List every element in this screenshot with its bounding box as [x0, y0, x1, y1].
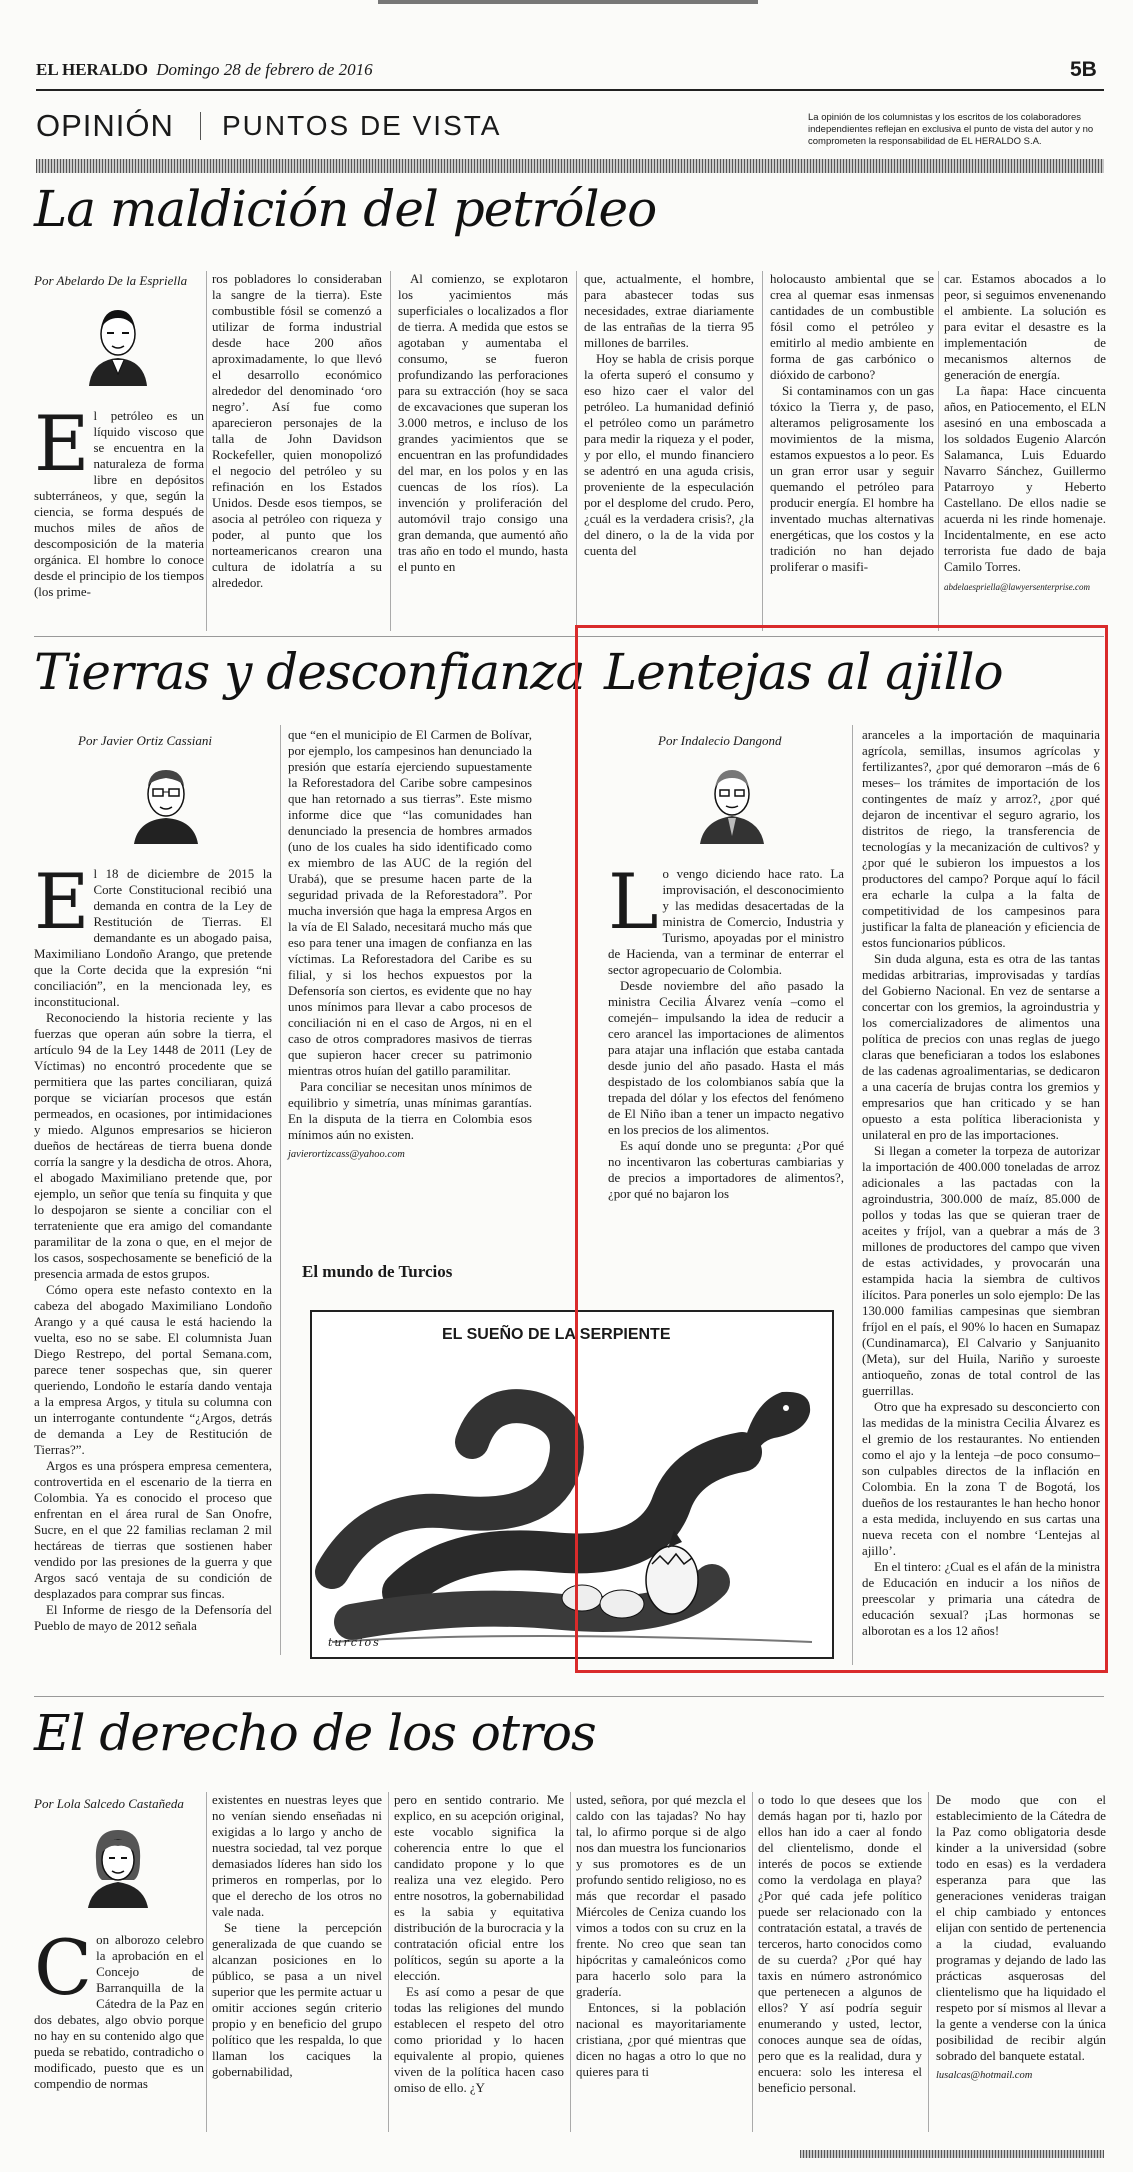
article2-col1-text-a: l 18 de diciembre de 2015 la Corte Constitucional recibió una demanda en contra de la Ley de Restitución de Tierras. El demandante es un abogado paisa, Maximiliano Londoño Arango, que pretende que la Corte decida que la expresión “ni conciliación”, en la mencionada ley, es inconstitucional. [34, 867, 272, 1009]
article3-col2-text-c: Si llegan a cometer la torpeza de autorizar la importación de 400.000 toneladas de arroz adicionales a las pactadas con la agroindustria, 300.000 de maíz, 85.000 de pollos y todas las que se quieran traer de aceites y fríjol, van a quebrar a más de 3 millones de productores del campo que viven de estas actividades, y provocarán una estampida hacia la siembra de cultivos ilícitos. Para ponerles un solo ejemplo: De las 130.000 familias campesinas que siembran fríjol en el país, el 90% lo hacen en Sumapaz (Cundinamarca), El Calvario y Sanjuanito (Meta), sur del Huila, Nariño y suroeste antioqueño, zonas de total control de las guerrillas. [862, 1144, 1100, 1398]
article1-col2 [212, 271, 382, 591]
article1-divider1 [206, 271, 207, 631]
article1-divider3 [576, 271, 577, 631]
header-rule [36, 89, 1104, 91]
article1-byline: Por Abelardo De la Espriella [34, 273, 188, 288]
article4-col2 [212, 1792, 382, 2080]
article4-email[interactable]: lusalcas@hotmail.com [936, 2070, 1033, 2081]
article1-divider4 [762, 271, 763, 631]
article3-title: Lentejas al ajillo [604, 643, 1003, 701]
article2-col1-text-b: Reconociendo la historia reciente y las fuerzas que operan aún sobre la tierra, el artículo 94 de la Ley 1448 de 2011 (Ley de Víctimas) no encontró procedente que se permitiera que las partes conciliaran, quizá porque se viciarían procesos que están permeados, en ocasiones, por intimidaciones y miedo. Algunos empresarios se hicieron dueños de hectáreas de tierra buena donde corría la sangre y la desdicha de otros. Ahora, el abogado Maximiliano pretende que, por ejemplo, un señor que tenía su finquita y que lo despojaron se siente a conciliar con el terrateniente que era amigo del comandante paramilitar de la zona o que, en el mejor de los casos, sospechosamente se benefició de la presencia armada de estos grupos. [34, 1011, 272, 1281]
disclaimer: La opinión de los columnistas y los escritos de los colaboradores independientes reflejan en exclusiva el punto de vista del autor y no comprometen la responsabilidad de EL HERALDO S.A. [808, 112, 1094, 147]
article2-dropcap: E [34, 857, 90, 946]
article2-col2-text-a: que “en el municipio de El Carmen de Bolívar, por ejemplo, los campesinos han denunciado la presión que estaría ejerciendo supuestamente la Reforestadora del Caribe sobre campesinos que han retornado a sus tierras”. Este mismo informe dice que “las comunidades han denunciado la presencia de hombres armados (uno de los cuales ha sido identificado como ex miembro de las AUC de la región del Urabá), que se presume hacen parte de la seguridad privada de la Reforestadora”. Por mucha inversión que haga la empresa Argos en la vía de El Salado, necesitará mucho más que eso para tener una imagen de confianza en las víctimas. La Reforestadora del Caribe es su filial, y si los hechos expuestos por la Defensoría son ciertos, es evidente que no hay unos mínimos para llevar a cabo procesos de conciliación ni en el caso de Argos, ni en el caso de otros compradores masivos de tierras que supieron hacer crecer su patrimonio mientras otros huían del gatillo paramilitar. [288, 728, 532, 1078]
article4-col6-text-a: De modo que con el establecimiento de la Cátedra de la Paz como obligatoria desde kinder a la universidad (sobre todo en esas) es la verdadera esperanza para que las generaciones venideras traigan el chip cambiado y entonces elijan con sentido de pertenencia a la ciudad, evaluando programas y dejando de lado las prácticas asquerosas del clientelismo que ha liquidado el respeto por sí mismos al llevar a la gente a venderse con la única posibilidad de recibir algún sobrado del banquete estatal. [936, 1793, 1106, 2063]
issue-date: Domingo 28 de febrero de 2016 [156, 60, 373, 79]
top-rule [378, 0, 758, 4]
article2-col1-text-d: Argos es una próspera empresa cementera, controvertida en el escenario de la tierra en Colombia. Ya es conocido el proceso que enfrentan en el área rural de San Onofre, Sucre, en el que 22 familias reclaman 2 mil hectáreas de tierras que sostienen haber vendido por las presiones de la guerra y que Argos sacó ventaja de su condición de desplazados para comprar sus fincas. [34, 1459, 272, 1601]
article2-col1-text-e: El Informe de riesgo de la Defensoría del Pueblo de mayo de 2012 señala [34, 1603, 272, 1633]
cartoon-section-title: El mundo de Turcios [302, 1262, 453, 1281]
article3-col1-text-b: Desde noviembre del año pasado la ministra Cecilia Álvarez venía –como el comején– impulsando la idea de reducir a cero arancel las importaciones de alimentos para atajar una inflación que estaba cantada desde junio del año pasado. Hasta el más despistado de los colombianos sabía que la trepada del dólar y los efectos del fenómeno de El Niño iban a tener un impacto negativo en los precios de los alimentos. [608, 979, 844, 1137]
article3-byline: Por Indalecio Dangond [658, 733, 782, 748]
paper-name: EL HERALDO [36, 60, 148, 79]
article1-col1-text: l petróleo es un líquido viscoso que se encuentra en la naturaleza de forma libre en depósitos subterráneos, y que, según la ciencia, se forma después de muchos miles de años de descomposición de la materia orgánica. El hombre lo conoce desde el principio de los tiempos (los prime- [34, 409, 204, 599]
article3-col1-text-a: o vengo diciendo hace rato. La improvisación, el desconocimiento y las medidas desacertadas de la ministra de Comercio, Industria y Turismo, apoyadas por el ministro de Hacienda, van a terminar de enterrar el sector agropecuario de Colombia. [608, 867, 844, 977]
article4-col4-text-a: usted, señora, por qué mezcla el caldo con las tajadas? No hay tal, lo afirmo porque si de algo nos dan muestra los funcionarios y sus promotores es de un profundo sentido religioso, no es más que recordar el pasado Miércoles de Ceniza cuando los vimos a todos con su cruz en la frente. No creo que sean tan hipócritas y camaleónicos como para hacerlo solo para la gradería. [576, 1793, 746, 1999]
section-divider [200, 112, 201, 140]
article4-divider5 [928, 1792, 929, 2132]
article1-divider2 [390, 271, 391, 631]
masthead [36, 60, 373, 80]
article4-col4 [576, 1792, 746, 2080]
article4-col3 [394, 1792, 564, 2096]
article3-col2-text-d: Otro que ha expresado su desconcierto con las medidas de la ministra Cecilia Álvarez es el gremio de los restaurantes. No entienden como el ajo y la lenteja –de poco consumo– son culpables directos de la inflación en Colombia. En la zona T de Bogotá, los dueños de los restaurantes le han hecho honor a esta medida, incluyendo en sus cartas una nueva receta con el nombre ‘Lentejas al ajillo’. [862, 1400, 1100, 1558]
article1-col5 [770, 271, 934, 575]
author-portrait-dangond [688, 756, 776, 844]
article1-col4 [584, 271, 754, 559]
article3-col1-text-c: Es aquí donde uno se pregunta: ¿Por qué no incentivaron las coberturas cambiarias y de precios a importadores de alimentos?, ¿por qué no bajaron los [608, 1139, 844, 1201]
article4-col2-text-a: existentes en nuestras leyes que no venían siendo enseñadas ni exigidas a lo largo y ancho de nuestra sociedad, tal vez porque demasiados líderes han sido los primeros en romperlas, por lo que el derecho de los otros no vale nada. [212, 1793, 382, 1919]
article1-col6 [944, 271, 1106, 595]
article1-divider5 [938, 271, 939, 631]
article1-dropcap: E [34, 399, 90, 488]
cartoon-signature: turcios [328, 1636, 381, 1649]
subsection-label: PUNTOS DE VISTA [222, 110, 502, 141]
article2-divider [280, 725, 281, 1655]
footer-hatch [800, 2150, 1104, 2158]
article1-col6-text-a: car. Estamos abocados a lo peor, si seguimos envenenando el ambiente. La solución es para evitar el desastre es la implementación de mecanismos alternos de generación de energía. [944, 272, 1106, 382]
article3-dropcap: L [608, 857, 659, 946]
article3-col1 [608, 857, 844, 1202]
article4-divider4 [752, 1792, 753, 2132]
article1-col3 [398, 271, 568, 575]
article2-col1 [34, 857, 272, 1634]
article4-col3-text-b: Es así como a pesar de que todas las religiones del mundo establecen el respeto del otro como prioridad y lo hacen equivalente al propio, quienes viven de la política hacen caso omiso de ello. ¿Y [394, 1985, 564, 2095]
article1-col5-text-b: Si contaminamos con un gas tóxico la Tierra y, de paso, alteramos peligrosamente los movimientos de la misma, estamos expuestos a lo peor. Es un gran error usar y seguir quemando el petróleo para producir energía. El hombre ha inventado muchas alternativas energéticas, que los costos y la tradición no han dejado proliferar o masifi- [770, 384, 934, 574]
article3-col2-text-a: aranceles a la importación de maquinaria agrícola, semillas, insumos agrícolas y fertilizantes?, ¿por qué demoraron –más de 6 meses– los trámites de importación de los contingentes de maíz y arroz?, ¿por qué dejaron de incentivar el seguro agrario, los distritos de riego, la transferencia de tecnologías y la mecanización de cultivos? y ¿por qué le subieron los impuestos a los productores del campo? Porque aquí lo fácil era echarle la culpa a la falta de competitividad de los campesinos para justificar la falta de planeación y eficiencia de estos funcionarios públicos. [862, 728, 1100, 950]
article3-col2-text-b: Sin duda alguna, esta es otra de las tantas medidas arbitrarias, improvisadas y tardías del Gobierno Nacional. En vez de sentarse a concertar con los gremios, la agroindustria y los comercializadores de alimentos una política de precios con unas reglas de juego claras que beneficiaran a todos los eslabones de las cadenas agroalimentarias, se dedicaron a una cacería de brujas contra los gremios y empresarios que han criticado y se han opuesto a esta política liberacionista y unilateral en pro de las importaciones. [862, 952, 1100, 1142]
section-label: OPINIÓN [36, 108, 174, 143]
article4-col1-text: on alborozo celebro la aprobación en el Concejo de Barranquilla de la Cátedra de la Paz en dos debates, algo obvio porque no hay en su contenido algo que pueda se rebatido, contradicho o modificado, puesto que es un compendio de normas [34, 1933, 204, 2091]
cartoon-caption: EL SUEÑO DE LA SERPIENTE [442, 1326, 671, 1343]
article1-col4-text-b: Hoy se habla de crisis porque la oferta superó el consumo y eso hizo caer el valor del petróleo. La humanidad definió el petróleo como un parámetro para medir la riqueza y el poder, y por ello, el mundo financiero se adentró en una aguda crisis, proveniente de la especulación por el desplome del crudo. Pero, ¿cuál es la verdadera crisis?, ¿la del dinero, o la de la vida por cuenta del [584, 352, 754, 558]
article2-col2-text-b: Para conciliar se necesitan unos mínimos de equilibrio y simetría, unas mínimas garantías. En la disputa de la tierra en Colombia esos mínimos aún no existen. [288, 1080, 532, 1142]
author-portrait-salcedo [74, 1820, 162, 1908]
article2-email[interactable]: javierortizcass@yahoo.com [288, 1149, 405, 1160]
article3-bottom-rule [34, 1696, 1104, 1697]
article4-divider2 [388, 1792, 389, 2132]
article1-col2-text: ros pobladores lo consideraban la sangre de la tierra). Este combustible fósil se comenzó a utilizar de forma industrial desde hace 200 años aproximadamente, lo que llevó el desarrollo económico alrededor del denominado ‘oro negro’. Así fue como aparecieron personajes de la talla de John Davidson Rockefeller, quien monopolizó el negocio del petróleo y su refinación en los Estados Unidos. Desde esos tiempos, se asocia al petróleo con riqueza y poder, al punto que los norteamericanos crearon una cultura de idolatría a su alrededor. [212, 272, 382, 590]
article4-col1 [34, 1923, 204, 2092]
article4-divider1 [206, 1792, 207, 2132]
article4-col2-text-b: Se tiene la percepción generalizada de que cuando se alcanzan posiciones en lo público, se pasa a un nivel superior que les permite actuar u omitir acciones según criterio propio y en beneficio del grupo político que les respalda, lo que llaman los caciques la gobernabilidad, [212, 1921, 382, 2079]
article2-col2 [288, 727, 532, 1163]
article4-byline: Por Lola Salcedo Castañeda [34, 1796, 184, 1811]
article1-email[interactable]: abdelaespriella@lawyersenterprise.com [944, 582, 1091, 592]
author-portrait-espriella [74, 298, 162, 386]
author-portrait-ortiz [122, 756, 210, 844]
article1-col6-text-b: La ñapa: Hace cincuenta años, en Patiocemento, el ELN asesinó en una emboscada a los soldados Eugenio Alarcón Salamanca, Luis Eduardo Navarro Sánchez, Guillermo Patarroyo y Heberto Castellano. De ellos nadie se acuerda ni les rinde homenaje. Incidentalmente, en ese acto terrorista fue dado de baja Camilo Torres. [944, 384, 1106, 574]
article1-title: La maldición del petróleo [34, 180, 657, 238]
article4-col5 [758, 1792, 922, 2096]
article4-divider3 [570, 1792, 571, 2132]
article3-divider [852, 725, 853, 1665]
article1-col1 [34, 399, 204, 600]
article2-title: Tierras y desconfianza [34, 643, 585, 701]
article4-title: El derecho de los otros [34, 1704, 596, 1762]
article2-byline: Por Javier Ortiz Cassiani [78, 733, 212, 748]
page-number: 5B [1070, 58, 1097, 81]
article2-col1-text-c: Cómo opera este nefasto contexto en la cabeza del abogado Maximiliano Londoño Arango y a qué causa le está haciendo la vuelta, eso no se sabe. El columnista Juan Diego Restrepo, del portal Semana.com, parece tener sospechas que, sin querer queriendo, Londoño le estaría dando ventaja a la empresa Argos, y titula su columna con un interrogante contundente “¿Argos, detrás de demanda a Ley de Restitución de Tierras?”. [34, 1283, 272, 1457]
article4-col5-text-a: o todo lo que desees que los demás hagan por ti, hazlo por ellos han ido a caer al fondo del clientelismo, donde el interés de pocos se extiende como la verdolaga en playa? ¿Por qué cada jefe político puede ser relacionado con la contratación estatal, a través de terceros, harto conocidos como de su cuerda? ¿Por qué hay taxis en número astronómico que pertenecen a algunos de ellos? Y así podría seguir enumerando y usted, lector, conoces aunque sea de oídas, pero que es la realidad, dura y encuera: solo les interesa el beneficio personal. [758, 1793, 922, 2095]
article3-col2 [862, 727, 1100, 1639]
article4-col3-text-a: pero en sentido contrario. Me explico, en su acepción original, este vocablo significa la coherencia entre lo que el candidato propone y lo que realiza una vez elegido. Pero entre nosotros, la gobernabilidad es la sabia y equitativa distribución de la burocracia y la contratación oficial entre los políticos, según su aporte a la elección. [394, 1793, 564, 1983]
article4-col6 [936, 1792, 1106, 2084]
article4-col4-text-b: Entonces, si la población nacional es mayoritariamente cristiana, ¿por qué mientras que dicen no hagas a otro lo que no quieres para ti [576, 2001, 746, 2079]
article4-dropcap: C [34, 1923, 93, 2012]
article3-col2-text-e: En el tintero: ¿Cual es el afán de la ministra de Educación en inducir a los niños de preescolar y primaria una cátedra de educación sexual? ¡Las hormonas se alborotan es a los 12 años! [862, 1560, 1100, 1638]
header-hatch [36, 159, 1104, 173]
article1-col4-text-a: que, actualmente, el hombre, para abastecer todas sus necesidades, extrae diariamente de las entrañas de la tierra 95 millones de barriles. [584, 272, 754, 350]
article1-col5-text-a: holocausto ambiental que se crea al quemar esas inmensas cantidades de un combustible fósil como el petróleo y emitirlo al medio ambiente en forma de gas carbónico o dióxido de carbono? [770, 272, 934, 382]
article1-col3-text: Al comienzo, se explotaron los yacimientos más superficiales o localizados a flor de tierra. A medida que estos se agotaban y aumentaba el consumo, se fueron profundizando las perforaciones para su extracción (hoy se saca de excavaciones que superan los 3.000 metros, e incluso de los grandes yacimientos que se encuentran en las profundidades del mar, en los polos y en las cuencas de los ríos). La invención y proliferación del automóvil trajo consigo una gran demanda, que aumentó año tras año en todo el mundo, hasta el punto en [398, 272, 568, 574]
